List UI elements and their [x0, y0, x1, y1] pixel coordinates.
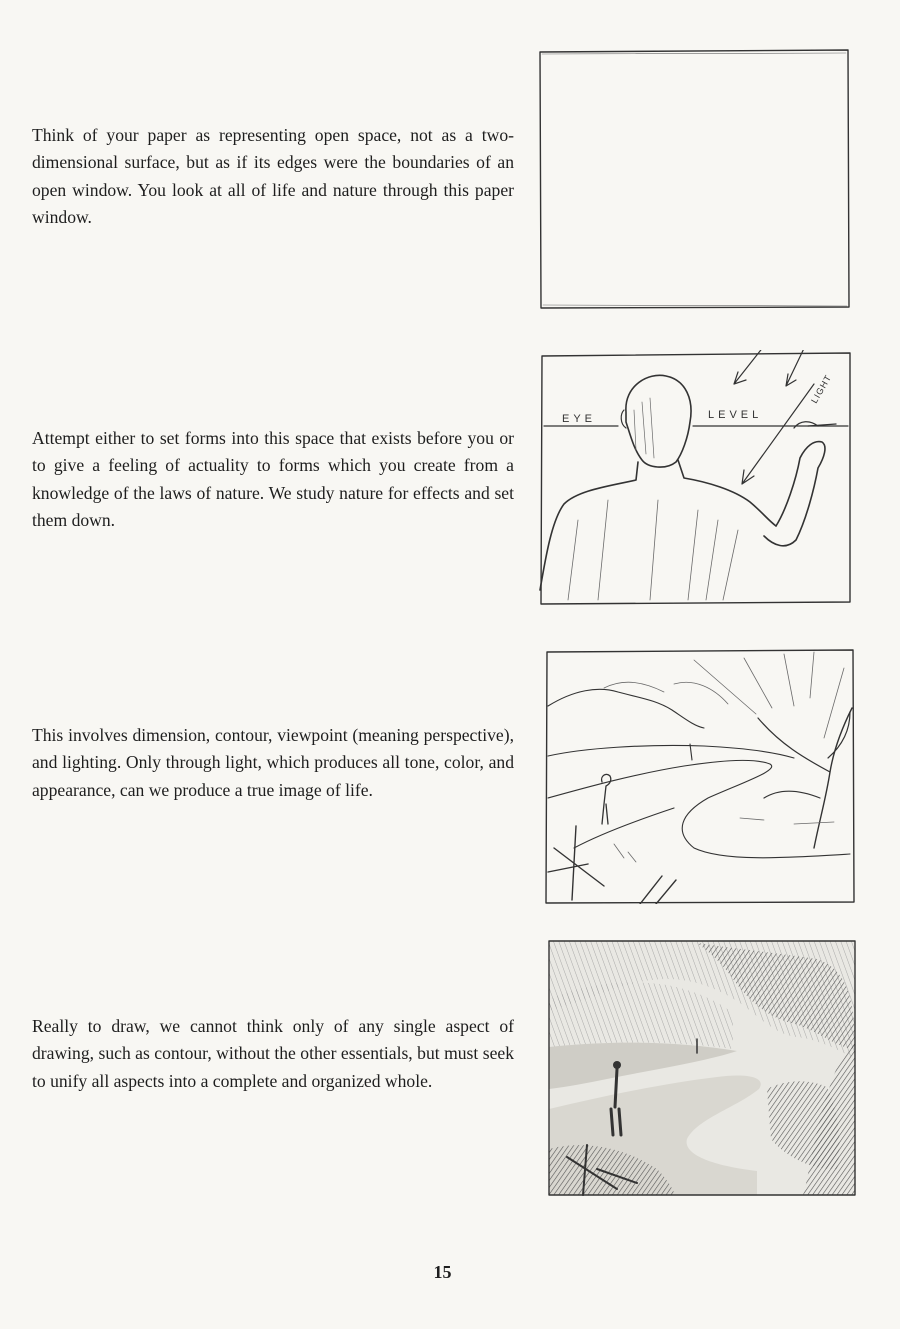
level-label: LEVEL	[708, 409, 763, 421]
page-number: 15	[433, 1262, 452, 1282]
paragraph-unify-aspects: Really to draw, we cannot think only of any single aspect of drawing, such as contour, without the other essentials, but must seek to unify all aspects into a complete and organized whole.	[32, 1015, 514, 1091]
paragraph-dimension-lighting: This involves dimension, contour, viewpoint (meaning perspective), and lighting. Only through light, which produces all tone, color, and appearance, can we produce a true image of life.	[32, 724, 514, 800]
landscape-outline-illustration	[544, 648, 856, 904]
landscape-tonal-illustration	[547, 939, 857, 1197]
paragraph-set-forms: Attempt either to set forms into this space that exists before you or to give a feeling of actuality to forms which you create from a knowledge of the laws of nature. We study nature for effects and set them down.	[32, 427, 514, 531]
eye-level-illustration	[538, 350, 852, 608]
empty-window-illustration	[537, 48, 851, 310]
paragraph-paper-window: Think of your paper as representing open space, not as a two-dimensional surface, but as if its edges were the boundaries of an open window. You look at all of life and nature through this paper window.	[32, 124, 514, 228]
light-label: LIGHT	[809, 372, 834, 405]
eye-label: EYE	[562, 413, 597, 425]
